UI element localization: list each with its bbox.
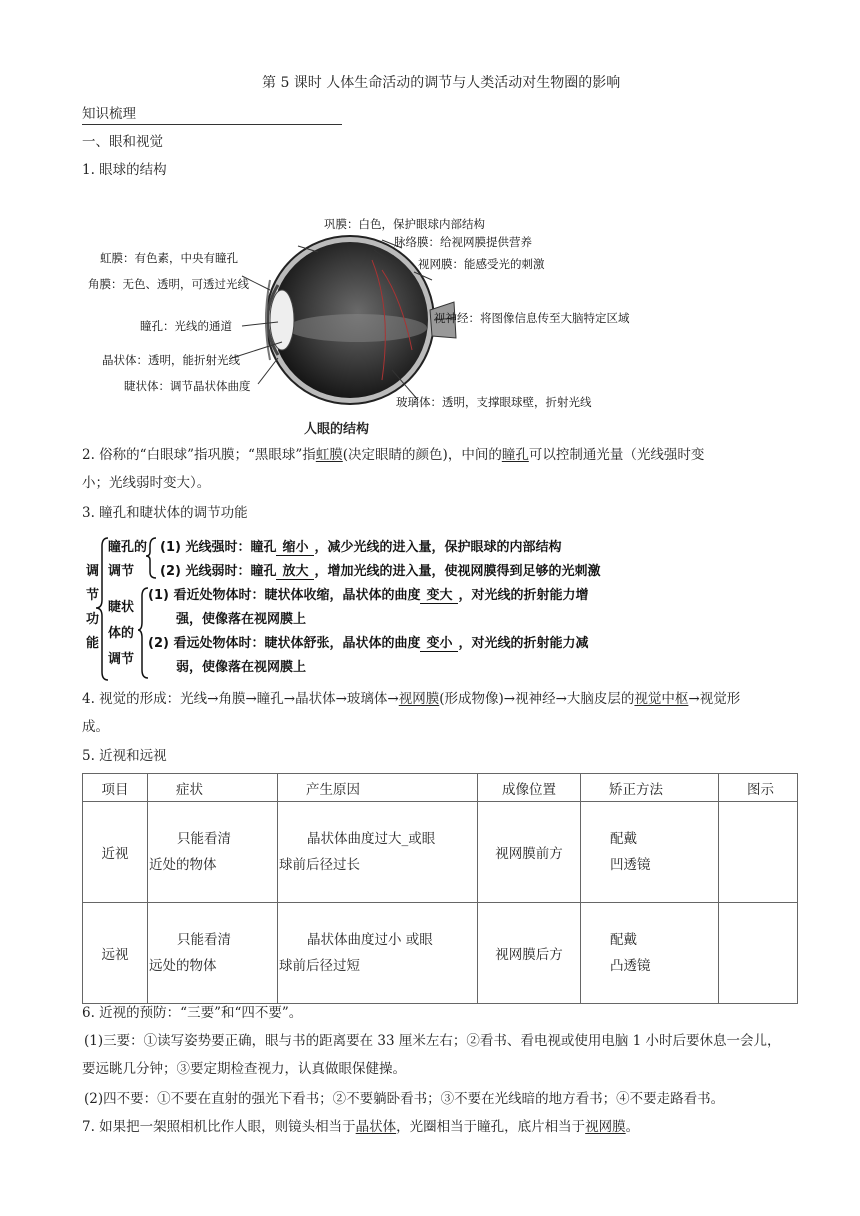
- table-cell: 近视: [83, 802, 148, 903]
- table-cell: 晶状体曲度过大_或眼 球前后径过长: [278, 802, 478, 903]
- main-label-2: 节: [86, 588, 100, 603]
- label-choroid: 脉络膜：给视网膜提供营养: [394, 235, 532, 249]
- table-cell: 视网膜后方: [478, 903, 581, 1004]
- page-title: 第 5 课时 人体生命活动的调节与人类活动对生物圈的影响: [262, 75, 621, 91]
- answer-increase: 变大: [420, 584, 458, 604]
- table-row: [83, 802, 798, 903]
- table-cell: 只能看清 近处的物体: [148, 802, 278, 903]
- item-2-line-2: 小；光线弱时变大）。: [82, 475, 211, 491]
- reg-row-4: (2) 看远处物体时：睫状体舒张，晶状体的曲度 变小 ，对光线的折射能力减: [148, 632, 589, 652]
- label-sclera: 巩膜：白色，保护眼球内部结构: [324, 217, 485, 231]
- table-cell-figure: [719, 802, 798, 903]
- label-cornea: 角膜：无色、透明，可透过光线: [88, 277, 249, 291]
- ciliary-reg-label-2: 体的: [108, 626, 135, 641]
- heading-eye-vision: 一、眼和视觉: [82, 134, 163, 150]
- table-cell: 配戴 凹透镜: [581, 802, 719, 903]
- pupil-reg-label-2: 调节: [108, 564, 135, 579]
- item-6-1-line-1: (1)三要：①读写姿势要正确，眼与书的距离要在 33 厘米左右；②看书、看电视或使用电脑 1 小时后要休息一会儿，: [84, 1033, 781, 1049]
- myopia-hyperopia-table: [82, 773, 798, 1004]
- table-header: 成像位置: [478, 774, 581, 802]
- answer-shrink: 缩小: [276, 536, 314, 556]
- ciliary-reg-label-1: 睫状: [108, 600, 135, 615]
- item-4-line-2: 成。: [82, 719, 109, 735]
- table-header: 矫正方法: [581, 774, 719, 802]
- table-cell: 配戴 凸透镜: [581, 903, 719, 1004]
- item-6-2: (2)四不要：①不要在直射的强光下看书；②不要躺卧看书；③不要在光线暗的地方看书；④不要走路看书。: [84, 1091, 725, 1107]
- pupil-reg-label-1: 瞳孔的: [108, 540, 148, 555]
- ciliary-reg-label-3: 调节: [108, 652, 135, 667]
- main-label-1: 调: [86, 564, 100, 579]
- table-cell: 只能看清 远处的物体: [148, 903, 278, 1004]
- answer-pupil: 瞳孔: [501, 447, 529, 463]
- reg-row-3: (1) 看近处物体时：睫状体收缩，晶状体的曲度 变大 ，对光线的折射能力增: [148, 584, 589, 604]
- label-retina: 视网膜：能感受光的刺激: [418, 257, 545, 271]
- reg-row-4b: 弱，使像落在视网膜上: [176, 660, 307, 675]
- item-2-line-1: 2. 俗称的“白眼球”指巩膜；“黑眼球”指虹膜(决定眼睛的颜色)，中间的瞳孔可以控制通光量（光线强时变: [82, 447, 705, 463]
- table-row: [83, 903, 798, 1004]
- reg-row-2: (2) 光线弱时：瞳孔 放大 ，增加光线的进入量，使视网膜得到足够的光刺激: [160, 560, 601, 580]
- answer-enlarge: 放大: [276, 560, 314, 580]
- answer-iris: 虹膜: [315, 447, 343, 463]
- item-6-heading: 6. 近视的预防：“三要”和“四不要”。: [82, 1005, 303, 1021]
- label-optic-nerve: 视神经：将图像信息传至大脑特定区域: [434, 311, 630, 325]
- label-pupil: 瞳孔：光线的通道: [140, 319, 232, 333]
- table-header: 产生原因: [278, 774, 478, 802]
- diagram-caption: 人眼的结构: [304, 422, 370, 437]
- table-cell: 晶状体曲度过小 或眼 球前后径过短: [278, 903, 478, 1004]
- answer-lens: 晶状体: [355, 1119, 397, 1135]
- item-7: 7. 如果把一架照相机比作人眼，则镜头相当于晶状体，光圈相当于瞳孔，底片相当于视网膜。: [82, 1119, 640, 1135]
- item-4-line-1: 4. 视觉的形成：光线→角膜→瞳孔→晶状体→玻璃体→视网膜(形成物像)→视神经→大脑皮层的视觉中枢→视觉形: [82, 691, 741, 707]
- table-header: 症状: [148, 774, 278, 802]
- regulation-diagram: [84, 534, 684, 682]
- table-cell: 远视: [83, 903, 148, 1004]
- item-5-heading: 5. 近视和远视: [82, 748, 167, 764]
- main-label-4: 能: [86, 636, 100, 651]
- main-label-3: 功: [86, 612, 100, 627]
- reg-row-1: (1) 光线强时：瞳孔 缩小 ，减少光线的进入量，保护眼球的内部结构: [160, 536, 562, 556]
- answer-retina-film: 视网膜: [585, 1119, 626, 1135]
- label-vitreous: 玻璃体：透明，支撑眼球壁，折射光线: [396, 395, 592, 409]
- reg-row-3b: 强，使像落在视网膜上: [176, 612, 307, 627]
- table-header-row: [83, 774, 798, 802]
- answer-retina: 视网膜: [398, 691, 440, 707]
- table-header: 图示: [719, 774, 798, 802]
- table-cell-figure: [719, 903, 798, 1004]
- item-3-heading: 3. 瞳孔和睫状体的调节功能: [82, 505, 248, 521]
- bracket-lines: [84, 534, 684, 682]
- table-cell: 视网膜前方: [478, 802, 581, 903]
- answer-decrease: 变小: [420, 632, 458, 652]
- item-6-1-line-2: 要远眺几分钟；③要定期检查视力，认真做眼保健操。: [82, 1061, 406, 1077]
- eye-diagram: [82, 210, 682, 440]
- label-ciliary-body: 睫状体：调节晶状体曲度: [124, 379, 251, 393]
- item-1-eye-structure: 1. 眼球的结构: [82, 162, 167, 178]
- section-heading: 知识梳理: [82, 102, 342, 125]
- label-lens: 晶状体：透明，能折射光线: [102, 353, 240, 367]
- table-header: 项目: [83, 774, 148, 802]
- answer-visual-center: 视觉中枢: [634, 691, 689, 707]
- label-iris: 虹膜：有色素，中央有瞳孔: [100, 251, 238, 265]
